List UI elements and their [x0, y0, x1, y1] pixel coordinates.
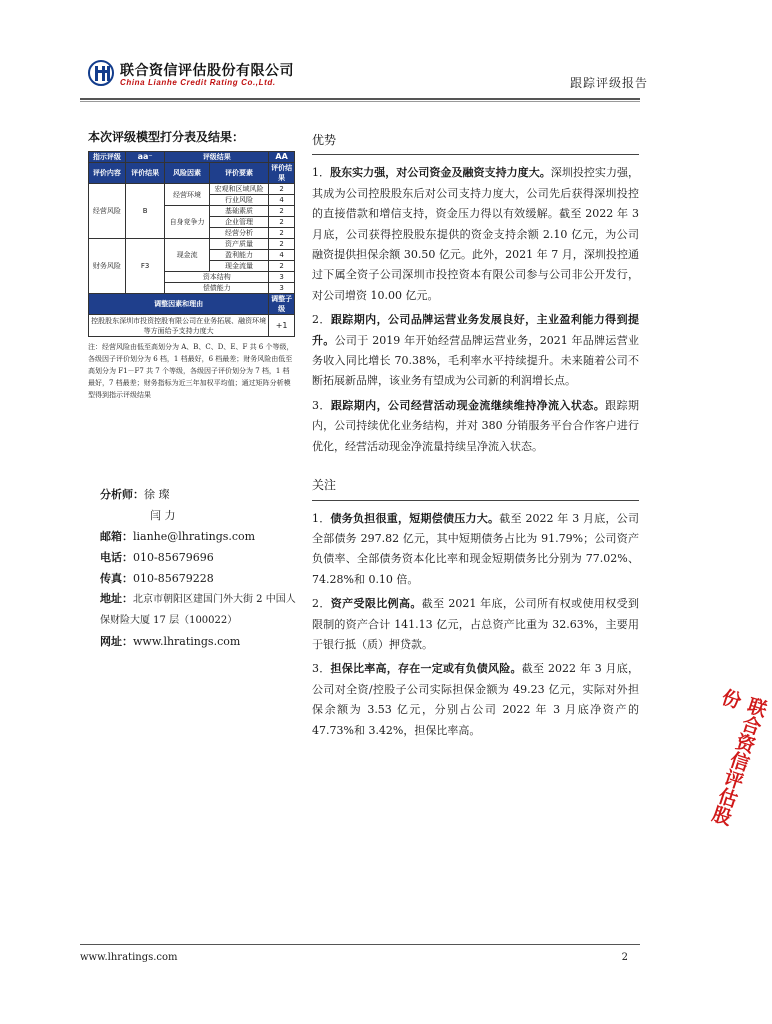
- lianhe-logo-icon: [88, 60, 114, 86]
- factor-score: 3: [269, 283, 295, 294]
- column-header: 风险因素: [165, 163, 209, 184]
- business-comp-label: 自身竞争力: [165, 206, 209, 239]
- company-seal-stamp: [698, 685, 770, 830]
- table-row: [89, 294, 295, 315]
- analyst-line: [100, 505, 300, 526]
- email-line: [100, 526, 300, 547]
- adjust-reason: 控股股东深圳市投资控股有限公司在业务拓展、融资环境等方面给予支持力度大: [89, 315, 269, 337]
- strength-item: 2．跟踪期内，公司品牌运营业务发展良好，主业盈利能力得到提升。公司于 2019 年开始经营品牌运营业务，2021 年品牌运营业务收入同比增长 70.38%，毛利率水平持续提升。未来随着公司不断拓展新品牌，该业务有望成为公司新的利润增长点。: [312, 313, 640, 388]
- strength-item: 3．跟踪期内，公司经营活动现金流继续维持净流入状态。跟踪期内，公司持续优化业务结构，并对 380 分销服务平台合作客户进行优化，经营活动现金净流量持续呈净流入状态。: [312, 398, 640, 453]
- phone-label: 电话：: [100, 551, 133, 564]
- cash-flow-label: 现金流: [165, 239, 209, 272]
- column-header: 评价结果: [269, 163, 295, 184]
- address-value: 北京市朝阳区建国门外大街 2 中国人保财险大厦 17 层（100022）: [100, 594, 296, 626]
- business-risk-result: B: [125, 184, 165, 239]
- finance-risk-label: 财务风险: [89, 239, 126, 294]
- web-value[interactable]: www.lhratings.com: [133, 635, 241, 648]
- factor-name: 宏观和区域风险: [209, 184, 268, 195]
- concerns-title: 关注: [312, 478, 337, 493]
- right-column: [312, 130, 639, 745]
- factor-name: 现金流量: [209, 261, 268, 272]
- fax-line: [100, 568, 300, 589]
- address-label: 地址：: [100, 592, 133, 605]
- strength-item: 1．股东实力强，对公司资金及融资支持力度大。深圳投控实力强，其成为公司控股股东后对公司支持力度大，公司先后获得深圳投控的直接借款和增信支持，资金压力得以有效缓解。截至 2022 年 3 月底，公司获得控股股东提供的资金支持余额 2.10 亿元，为公司融资提供担保余额 30.50 亿元。此外，2021 年 7 月，深圳投控通过下属全资子公司深圳市投控资本有限公司参与公司非公开发行，对公司增资 10.00 亿元。: [312, 166, 640, 302]
- company-name-en: China Lianhe Credit Rating Co.,Ltd.: [120, 78, 276, 87]
- contact-block: [100, 484, 300, 652]
- rating-result-label: 评级结果: [165, 152, 269, 163]
- adjust-header: 调整因素和理由: [89, 294, 269, 315]
- web-line: [100, 631, 300, 652]
- score-table-title: 本次评级模型打分表及结果：: [88, 130, 245, 144]
- column-header: 评价结果: [125, 163, 165, 184]
- concern-item: 3．担保比率高，存在一定或有负债风险。截至 2022 年 3 月底，公司对全资/控股子公司实际担保金额为 49.23 亿元，实际对外担保余额为 3.53 亿元，分别占公司 2022 年 3 月底净资产的 47.73%和 3.42%，担保比率高。: [312, 662, 639, 737]
- header-divider: [80, 98, 640, 100]
- left-column: [88, 128, 298, 401]
- email-value[interactable]: lianhe@lhratings.com: [133, 530, 256, 543]
- factor-name: 经营分析: [209, 228, 268, 239]
- factor-score: 3: [269, 272, 295, 283]
- footer-website[interactable]: www.lhratings.com: [80, 952, 178, 963]
- adjust-value: +1: [269, 315, 295, 337]
- factor-score: 2: [269, 206, 295, 217]
- factor-score: 2: [269, 239, 295, 250]
- report-type: 跟踪评级报告: [569, 76, 648, 90]
- table-note: 注：经营风险由低至高划分为 A、B、C、D、E、F 共 6 个等级，各级因子评价划分为 6 档，1 档最好，6 档最差；财务风险由低至高划分为 F1－F7 共 7 个等级，各级因子评价划分为 7 档，1 档最好，7 档最差；财务指标为近三年加权平均值；通过矩阵分析模型得到指示评级结果: [88, 343, 294, 399]
- phone-line: [100, 547, 300, 568]
- web-label: 网址：: [100, 635, 133, 648]
- column-header: 评价内容: [89, 163, 126, 184]
- factor-score: 2: [269, 217, 295, 228]
- business-env-label: 经营环境: [165, 184, 209, 206]
- fax-label: 传真：: [100, 572, 133, 585]
- company-name-cn: 联合资信评估股份有限公司: [120, 63, 294, 79]
- fax-value: 010-85679228: [133, 572, 214, 585]
- adjust-sub-header: 调整子级: [269, 294, 295, 315]
- logo-bar: [96, 70, 110, 73]
- table-row: [89, 152, 295, 163]
- business-risk-label: 经营风险: [89, 184, 126, 239]
- factor-name: 资产质量: [209, 239, 268, 250]
- email-label: 邮箱：: [100, 530, 133, 543]
- factor-score: 2: [269, 228, 295, 239]
- concern-item: 1．债务负担很重，短期偿债压力大。截至 2022 年 3 月底，公司全部债务 297.82 亿元，其中短期债务占比为 91.79%；公司资产负债率、全部债务资本化比率和现金短期债务比分别为 77.02%、74.28%和 0.10 倍。: [312, 511, 640, 586]
- factor-name: 企业管理: [209, 217, 268, 228]
- seal-text: 联合资信评估股份: [707, 685, 770, 828]
- strengths-divider: [312, 154, 639, 155]
- rating-result-value: AA: [269, 152, 295, 163]
- indicator-rating-value: aa⁻: [125, 152, 165, 163]
- factor-name: 资本结构: [165, 272, 269, 283]
- page-number: 2: [621, 952, 628, 963]
- analyst-name: 徐 璨: [144, 488, 170, 501]
- factor-name: 盈利能力: [209, 250, 268, 261]
- phone-value: 010-85679696: [133, 551, 214, 564]
- column-header: 评价要素: [209, 163, 268, 184]
- analyst-label: 分析师：: [100, 488, 144, 501]
- analyst-line: [100, 484, 300, 505]
- table-row: [89, 163, 295, 184]
- factor-score: 2: [269, 261, 295, 272]
- footer-divider: [80, 944, 640, 945]
- analyst-name: 闫 力: [150, 509, 176, 522]
- header-divider-thin: [80, 101, 640, 102]
- factor-name: 基础素质: [209, 206, 268, 217]
- table-row: [89, 239, 295, 250]
- indicator-rating-label: 指示评级: [89, 152, 126, 163]
- table-row: [89, 315, 295, 337]
- concern-item: 2．资产受限比例高。截至 2021 年底，公司所有权或使用权受到限制的资产合计 141.13 亿元，占总资产比重为 32.63%，主要用于银行抵（质）押贷款。: [312, 597, 640, 651]
- concerns-divider: [312, 500, 639, 501]
- strengths-title: 优势: [312, 133, 337, 147]
- factor-name: 偿债能力: [165, 283, 269, 294]
- factor-score: 4: [269, 195, 295, 206]
- page-header: [88, 58, 648, 98]
- factor-score: 2: [269, 184, 295, 195]
- factor-name: 行业风险: [209, 195, 268, 206]
- finance-risk-result: F3: [125, 239, 165, 294]
- table-row: [89, 184, 295, 195]
- score-table: [88, 151, 295, 337]
- factor-score: 4: [269, 250, 295, 261]
- address-line: [100, 589, 300, 631]
